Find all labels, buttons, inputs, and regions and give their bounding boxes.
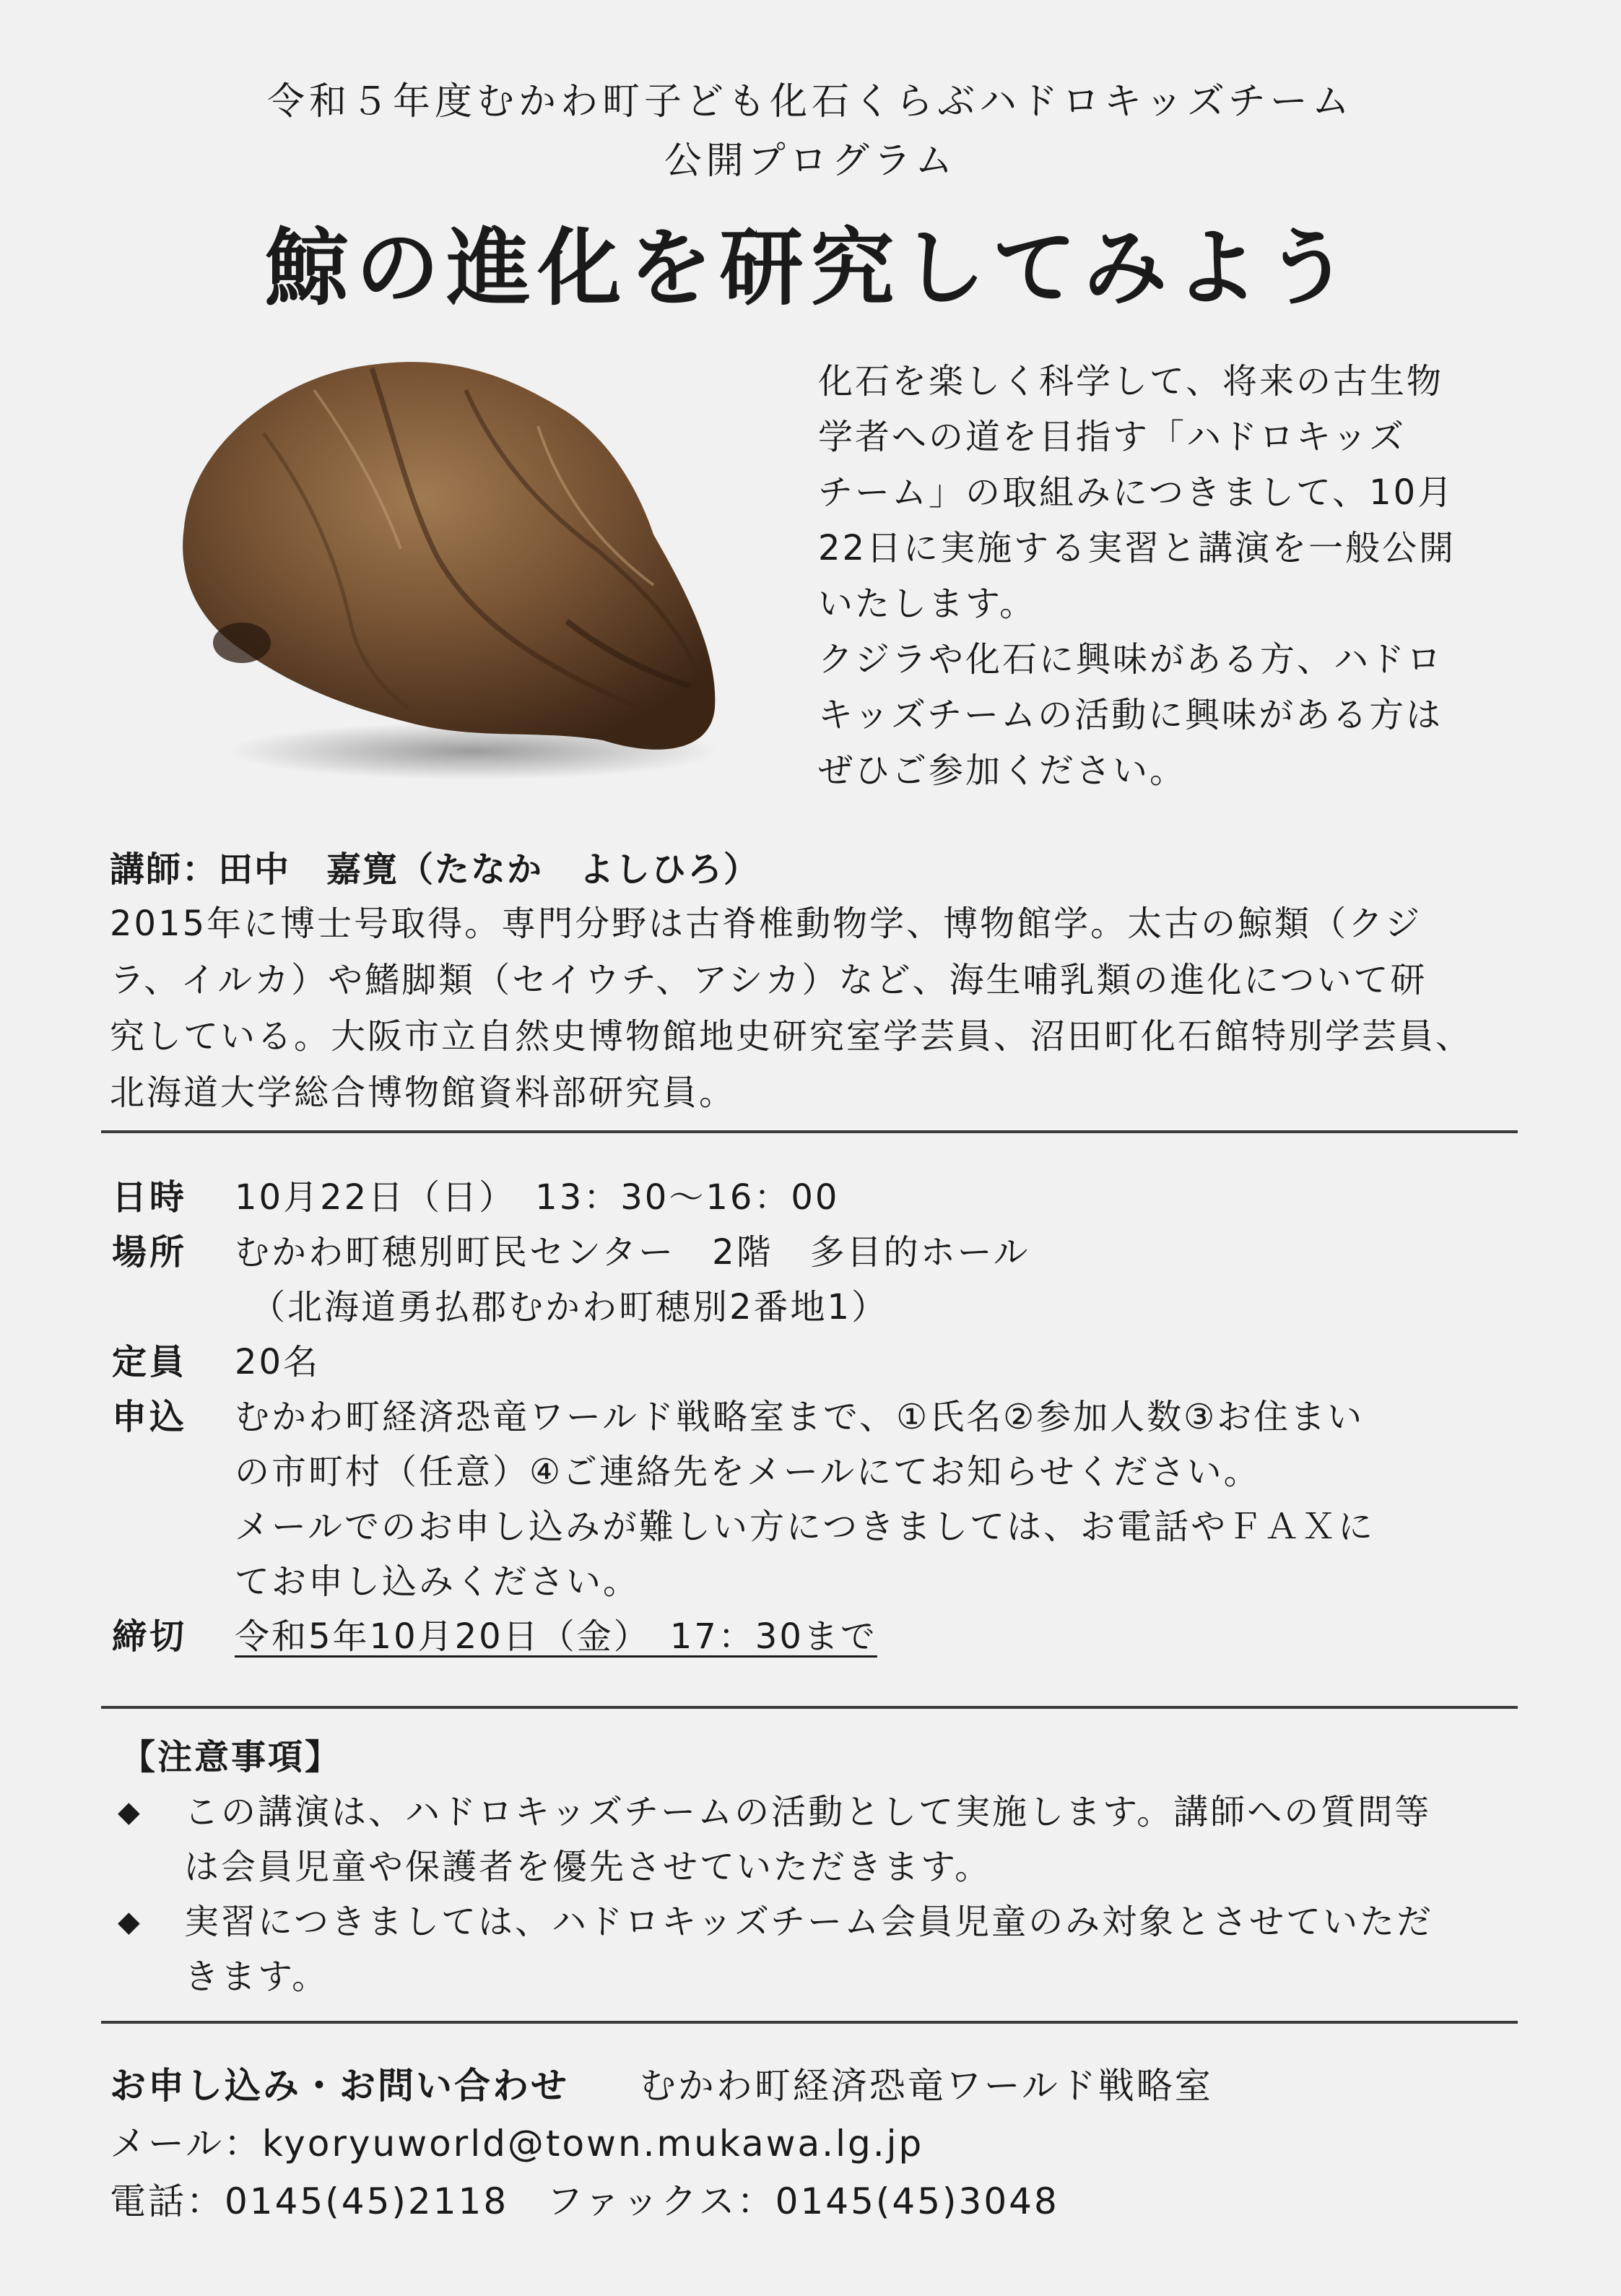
note-line: きます。: [184, 1957, 329, 1997]
intro-text: [818, 354, 1555, 799]
intro-line: ぜひご参加ください。: [818, 750, 1187, 791]
contact-label: お申し込み・お問い合わせ: [110, 2065, 569, 2107]
whale-fossil-image: [134, 347, 733, 794]
capacity-label: 定員: [112, 1342, 188, 1382]
datetime-row: [112, 1170, 1520, 1225]
divider: [101, 1706, 1518, 1709]
contact-org: むかわ町経済恐竜ワールド戦略室: [639, 2065, 1213, 2107]
intro-line: チーム」の取組みにつきまして、10月: [818, 472, 1455, 513]
place-address: （北海道勇払郡むかわ町穂別2番地1）: [251, 1287, 889, 1327]
note-line: この講演は、ハドロキッズチームの活動として実施します。講師への質問等: [184, 1792, 1432, 1832]
apply-line: むかわ町経済恐竜ワールド戦略室まで、①氏名②参加人数③お住まい: [235, 1397, 1365, 1437]
intro-line: クジラや化石に興味がある方、ハドロ: [818, 639, 1444, 680]
intro-line: 化石を楽しく科学して、将来の古生物: [818, 361, 1444, 402]
datetime-label: 日時: [112, 1177, 188, 1218]
apply-row: [112, 1390, 1520, 1609]
event-details: [112, 1170, 1520, 1664]
datetime-value: 10月22日（日） 13：30～16：00: [235, 1177, 840, 1218]
note-item: [112, 1785, 1520, 1894]
note-line: は会員児童や保護者を優先させていただきます。: [184, 1847, 992, 1887]
contact-phone: 電話：0145(45)2118 ファックス：0145(45)3048: [110, 2180, 1059, 2222]
page-title: 鯨の進化を研究してみよう: [264, 220, 1357, 317]
place-row: [112, 1225, 1520, 1335]
place-label: 場所: [112, 1232, 188, 1273]
deadline-value: 令和5年10月20日（金） 17：30まで: [235, 1616, 877, 1657]
notes-section: [112, 1730, 1520, 2004]
apply-line: の市町村（任意）④ご連絡先をメールにてお知らせください。: [235, 1452, 1261, 1492]
place-value: むかわ町穂別町民センター 2階 多目的ホール: [235, 1232, 1030, 1273]
intro-line: 22日に実施する実習と講演を一般公開: [818, 528, 1456, 568]
contact-section: [110, 2057, 1518, 2230]
lecturer-bio-line: 北海道大学総合博物館資料部研究員。: [110, 1073, 736, 1113]
diamond-bullet-icon: ◆: [118, 1795, 142, 1829]
intro-line: キッズチームの活動に興味がある方は: [818, 695, 1443, 735]
divider: [101, 2021, 1518, 2024]
contact-email[interactable]: メール：kyoryuworld@town.mukawa.lg.jp: [110, 2123, 924, 2165]
lecturer-heading: 講師：田中 嘉寛（たなか よしひろ）: [110, 849, 760, 890]
lecturer-bio-line: 究している。大阪市立自然史博物館地史研究室学芸員、沼田町化石館特別学芸員、: [110, 1016, 1473, 1057]
program-organizer: 令和５年度むかわ町子ども化石くらぶハドロキッズチーム: [267, 80, 1354, 124]
lecturer-bio-line: 2015年に博士号取得。専門分野は古脊椎動物学、博物館学。太古の鯨類（クジ: [110, 904, 1422, 944]
contact-heading-line: [110, 2057, 1518, 2115]
lecturer-section: [110, 844, 1525, 1121]
capacity-value: 20名: [235, 1342, 321, 1382]
apply-line: メールでのお申し込みが難しい方につきましては、お電話やＦＡＸに: [235, 1507, 1376, 1547]
divider: [101, 1130, 1518, 1133]
note-line: 実習につきましては、ハドロキッズチーム会員児童のみ対象とさせていただ: [184, 1902, 1434, 1942]
apply-line: てお申し込みください。: [235, 1561, 640, 1602]
intro-line: 学者への道を目指す「ハドロキッズ: [818, 417, 1407, 457]
notes-heading: 【注意事項】: [121, 1737, 342, 1777]
intro-line: いたします。: [818, 584, 1037, 624]
program-type: 公開プログラム: [664, 139, 957, 183]
deadline-label: 締切: [112, 1616, 188, 1657]
diamond-bullet-icon: ◆: [118, 1905, 142, 1938]
lecturer-bio-line: ラ、イルカ）や鰭脚類（セイウチ、アシカ）など、海生哺乳類の進化について研: [110, 960, 1427, 1000]
deadline-row: [112, 1609, 1520, 1664]
capacity-row: [112, 1335, 1520, 1390]
apply-label: 申込: [112, 1397, 188, 1437]
note-item: [112, 1894, 1520, 2004]
